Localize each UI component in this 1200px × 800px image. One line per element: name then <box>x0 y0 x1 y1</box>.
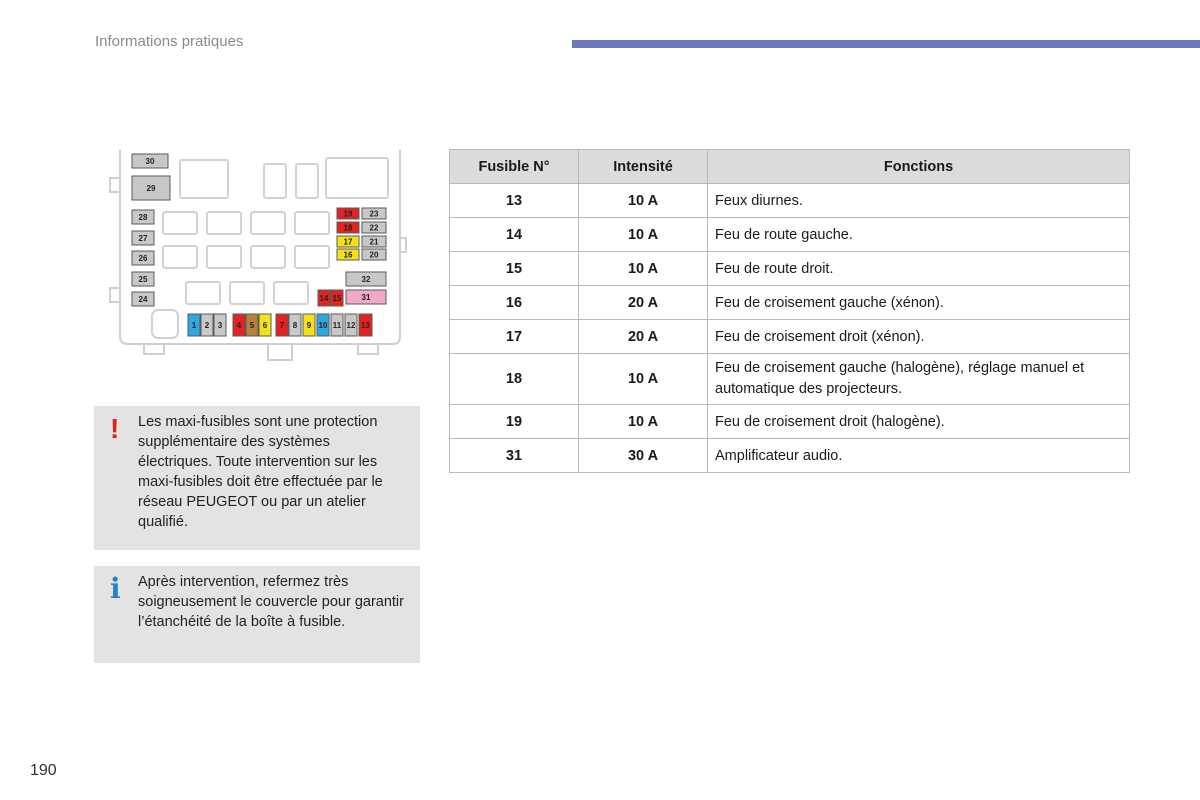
fuse-number: 17 <box>450 320 579 354</box>
warning-text: Les maxi-fusibles sont une protection supplémentaire des systèmes électriques. Toute intervention sur les maxi-fusibles doit être effectuée par le réseau PEUGEOT ou par un atelier qualifié. <box>138 414 383 530</box>
fuse-number: 15 <box>450 252 579 286</box>
fuse-18 <box>337 222 359 233</box>
fuse-1 <box>188 314 200 336</box>
fuse-label: 13 <box>361 321 370 330</box>
fuse-label: 21 <box>369 237 379 247</box>
fuse-23 <box>362 208 386 219</box>
fuse-17 <box>337 236 359 247</box>
fuse-label: 27 <box>138 234 148 243</box>
fuse-label: 4 <box>236 321 242 330</box>
fuse-number: 14 <box>450 218 579 252</box>
header-fuse-number: Fusible N° <box>450 150 579 184</box>
fuse-label: 29 <box>146 184 156 193</box>
fuse-6 <box>259 314 271 336</box>
fuse-19 <box>337 208 359 219</box>
fuse-label: 20 <box>369 250 379 260</box>
fuse-26 <box>132 251 154 265</box>
fuse-label: 6 <box>262 321 268 330</box>
fuse-28 <box>132 210 154 224</box>
fuse-label: 1 <box>191 321 197 330</box>
table-row <box>450 405 1130 439</box>
fuse-intensity: 10 A <box>579 354 708 405</box>
fuse-label: 9 <box>306 321 312 330</box>
exclamation-icon: ! <box>110 413 120 444</box>
table-header-row <box>450 150 1130 184</box>
fuse-intensity: 10 A <box>579 218 708 252</box>
fuse-label: 22 <box>369 223 379 233</box>
table-row <box>450 354 1130 405</box>
fuse-label: 17 <box>343 237 353 247</box>
fuse-16 <box>337 249 359 260</box>
fuse-label: 18 <box>343 223 353 233</box>
fuse-number: 18 <box>450 354 579 405</box>
fuse-intensity: 30 A <box>579 439 708 473</box>
table-row <box>450 286 1130 320</box>
fuse-3 <box>214 314 226 336</box>
fuse-27 <box>132 231 154 245</box>
fuse-label: 31 <box>361 293 371 302</box>
fuse-number: 19 <box>450 405 579 439</box>
fuse-function: Amplificateur audio. <box>708 439 1130 473</box>
warning-notice <box>94 406 420 550</box>
fuse-label: 15 <box>332 294 342 303</box>
fuse-intensity: 10 A <box>579 405 708 439</box>
header-functions: Fonctions <box>708 150 1130 184</box>
fuse-function: Feu de route gauche. <box>708 218 1130 252</box>
fuse-function: Feux diurnes. <box>708 184 1130 218</box>
fuse-number: 13 <box>450 184 579 218</box>
fuse-label: 7 <box>279 321 285 330</box>
page-header-bar <box>572 40 1200 48</box>
fuse-24 <box>132 292 154 306</box>
fuse-label: 24 <box>138 295 148 304</box>
fuse-function: Feu de croisement droit (halogène). <box>708 405 1130 439</box>
fuse-30 <box>132 154 168 168</box>
table-row <box>450 184 1130 218</box>
fuse-label: 26 <box>138 254 148 263</box>
fuse-function: Feu de croisement gauche (halogène), réglage manuel et automatique des projecteurs. <box>708 354 1130 405</box>
fuse-10 <box>317 314 329 336</box>
fuse-intensity: 20 A <box>579 320 708 354</box>
fuse-31 <box>346 290 386 304</box>
info-notice <box>94 566 420 663</box>
fuse-label: 10 <box>318 321 328 330</box>
fuse-number: 16 <box>450 286 579 320</box>
info-icon: i <box>110 572 121 605</box>
page-number: 190 <box>30 762 57 779</box>
fuse-8 <box>289 314 301 336</box>
fuse-11 <box>331 314 343 336</box>
table-row <box>450 218 1130 252</box>
fuse-25 <box>132 272 154 286</box>
info-text: Après intervention, refermez très soigneusement le couvercle pour garantir l’étanchéité de la boîte à fusible. <box>138 574 404 630</box>
fuse-label: 5 <box>249 321 255 330</box>
fuse-20 <box>362 249 386 260</box>
fuse-label: 3 <box>217 321 223 330</box>
fuse-15 <box>331 290 343 306</box>
fuse-intensity: 20 A <box>579 286 708 320</box>
fuse-function: Feu de croisement droit (xénon). <box>708 320 1130 354</box>
fuse-22 <box>362 222 386 233</box>
fuse-label: 14 <box>319 294 329 303</box>
fuse-label: 19 <box>343 209 353 219</box>
fuse-4 <box>233 314 245 336</box>
fuse-29 <box>132 176 170 200</box>
fuse-intensity: 10 A <box>579 184 708 218</box>
fuse-13 <box>359 314 372 336</box>
fuse-label: 32 <box>361 275 371 284</box>
fuse-9 <box>303 314 315 336</box>
fuse-label: 12 <box>346 321 356 330</box>
fuse-number: 31 <box>450 439 579 473</box>
fuse-label: 28 <box>138 213 148 222</box>
fuse-box-diagram <box>108 148 408 363</box>
fuse-function: Feu de croisement gauche (xénon). <box>708 286 1130 320</box>
fuse-label: 8 <box>292 321 298 330</box>
fuse-label: 16 <box>343 250 353 260</box>
fuse-label: 25 <box>138 275 148 284</box>
fuse-intensity: 10 A <box>579 252 708 286</box>
fuse-7 <box>276 314 288 336</box>
fuse-2 <box>201 314 213 336</box>
page-header-title: Informations pratiques <box>95 33 244 50</box>
fuse-table <box>449 149 1130 473</box>
fuse-32 <box>346 272 386 286</box>
fuse-5 <box>246 314 258 336</box>
fuse-label: 2 <box>204 321 210 330</box>
fuse-function: Feu de route droit. <box>708 252 1130 286</box>
fuse-box-svg <box>108 148 408 363</box>
table-row <box>450 252 1130 286</box>
table-row <box>450 320 1130 354</box>
fuse-label: 23 <box>369 209 379 219</box>
table-row <box>450 439 1130 473</box>
header-intensity: Intensité <box>579 150 708 184</box>
fuse-12 <box>345 314 357 336</box>
fuse-21 <box>362 236 386 247</box>
fuse-14 <box>318 290 330 306</box>
fuse-label: 30 <box>145 157 155 166</box>
fuse-label: 11 <box>332 321 342 330</box>
